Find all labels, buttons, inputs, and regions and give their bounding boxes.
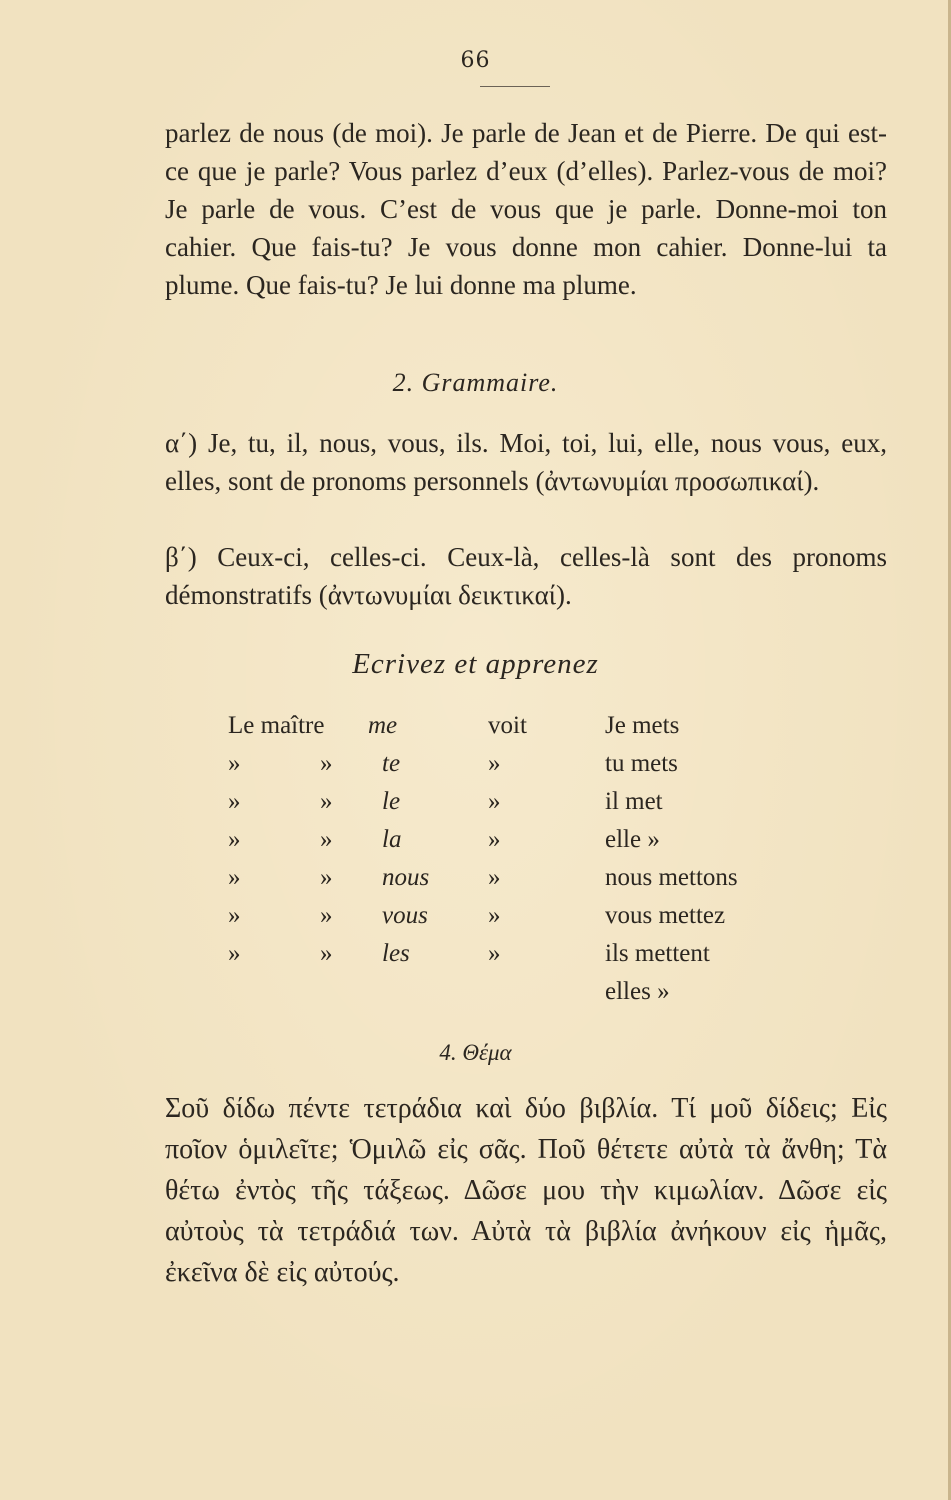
ditto-mark: »	[320, 750, 333, 777]
table-row	[0, 826, 951, 864]
table-row	[0, 750, 951, 788]
conjugation-cell: ils mettent	[605, 940, 710, 967]
conjugation-cell: nous mettons	[605, 864, 738, 891]
ditto-mark: »	[228, 864, 241, 891]
table-row	[0, 902, 951, 940]
ditto-mark: »	[488, 940, 501, 967]
conjugation-cell: vous mettez	[605, 902, 726, 929]
ditto-mark: »	[228, 902, 241, 929]
exercise-title: Ecrivez et apprenez	[352, 648, 599, 680]
ditto-mark: »	[488, 864, 501, 891]
ditto-mark: »	[488, 788, 501, 815]
ditto-mark: »	[228, 940, 241, 967]
ditto-mark: »	[228, 788, 241, 815]
pronoun-cell: la	[382, 826, 402, 853]
conjugation-cell: il met	[605, 788, 663, 815]
ditto-mark: »	[488, 826, 501, 853]
table-header-row	[0, 712, 951, 750]
pronoun-cell: le	[382, 788, 401, 815]
ditto-mark: »	[228, 750, 241, 777]
conjugation-table	[0, 712, 951, 1016]
verb-cell: voit	[488, 712, 527, 739]
pronoun-cell: vous	[382, 902, 428, 929]
grammar-point-b: β΄) Ceux-ci, celles-ci. Ceux-là, celles-là sont des pronoms démonstratifs (ἀντωνυμίαι δεικτικαί).	[165, 542, 887, 610]
pronoun-cell: nous	[382, 864, 430, 891]
page-number: 66	[460, 48, 491, 73]
section-title-grammaire: 2. Grammaire.	[392, 368, 559, 397]
ditto-mark: »	[228, 826, 241, 853]
conjugation-cell: tu mets	[605, 750, 678, 777]
ditto-mark: »	[320, 788, 333, 815]
paragraph-intro: parlez de nous (de moi). Je parle de Jean et de Pierre. De qui est-ce que je parle? Vous parlez d’eux (d’elles). Parlez-vous de moi? Je parle de vous. C’est de vous que je parle. Donne-moi ton cahier. Que fais-tu? Je vous donne mon cahier. Donne-lui ta plume. Que fais-tu? Je lui donne ma plume.	[165, 118, 887, 300]
conjugation-cell: elle »	[605, 826, 660, 853]
ditto-mark: »	[320, 826, 333, 853]
ditto-mark: »	[320, 864, 333, 891]
ditto-mark: »	[488, 902, 501, 929]
ditto-mark: »	[320, 940, 333, 967]
section-title-thema: 4. Θέμα	[439, 1040, 512, 1065]
ditto-mark: »	[488, 750, 501, 777]
pronoun-cell: te	[382, 750, 401, 777]
subject-cell: Le maître	[228, 712, 325, 739]
page-number-rule	[480, 86, 550, 87]
table-row	[0, 864, 951, 902]
table-row	[0, 788, 951, 826]
table-row	[0, 940, 951, 978]
ditto-mark: »	[320, 902, 333, 929]
grammar-point-a: α΄) Je, tu, il, nous, vous, ils. Moi, toi, lui, elle, nous vous, eux, elles, sont de pronoms personnels (ἀντωνυμίαι προσωπικαί).	[165, 428, 887, 496]
table-row	[0, 978, 951, 1016]
pronoun-cell: les	[382, 940, 410, 967]
conjugation-cell: Je mets	[605, 712, 680, 739]
theme-paragraph: Σοῦ δίδω πέντε τετράδια καὶ δύο βιβλία. Τί μοῦ δίδεις; Εἰς ποῖον ὁμιλεῖτε; Ὁμιλῶ εἰς σᾶς. Ποῦ θέτετε αὐτὰ τὰ ἄνθη; Τὰ θέτω ἐντὸς τῆς τάξεως. Δῶσε μου τὴν κιμωλίαν. Δῶσε εἰς αὐτοὺς τὰ τετράδιά των. Αὐτὰ τὰ βιβλία ἀνήκουν εἰς ἡμᾶς, ἐκεῖνα δὲ εἰς αὐτούς.	[165, 1093, 887, 1288]
conjugation-cell: elles »	[605, 978, 670, 1005]
pronoun-cell: me	[368, 712, 398, 739]
